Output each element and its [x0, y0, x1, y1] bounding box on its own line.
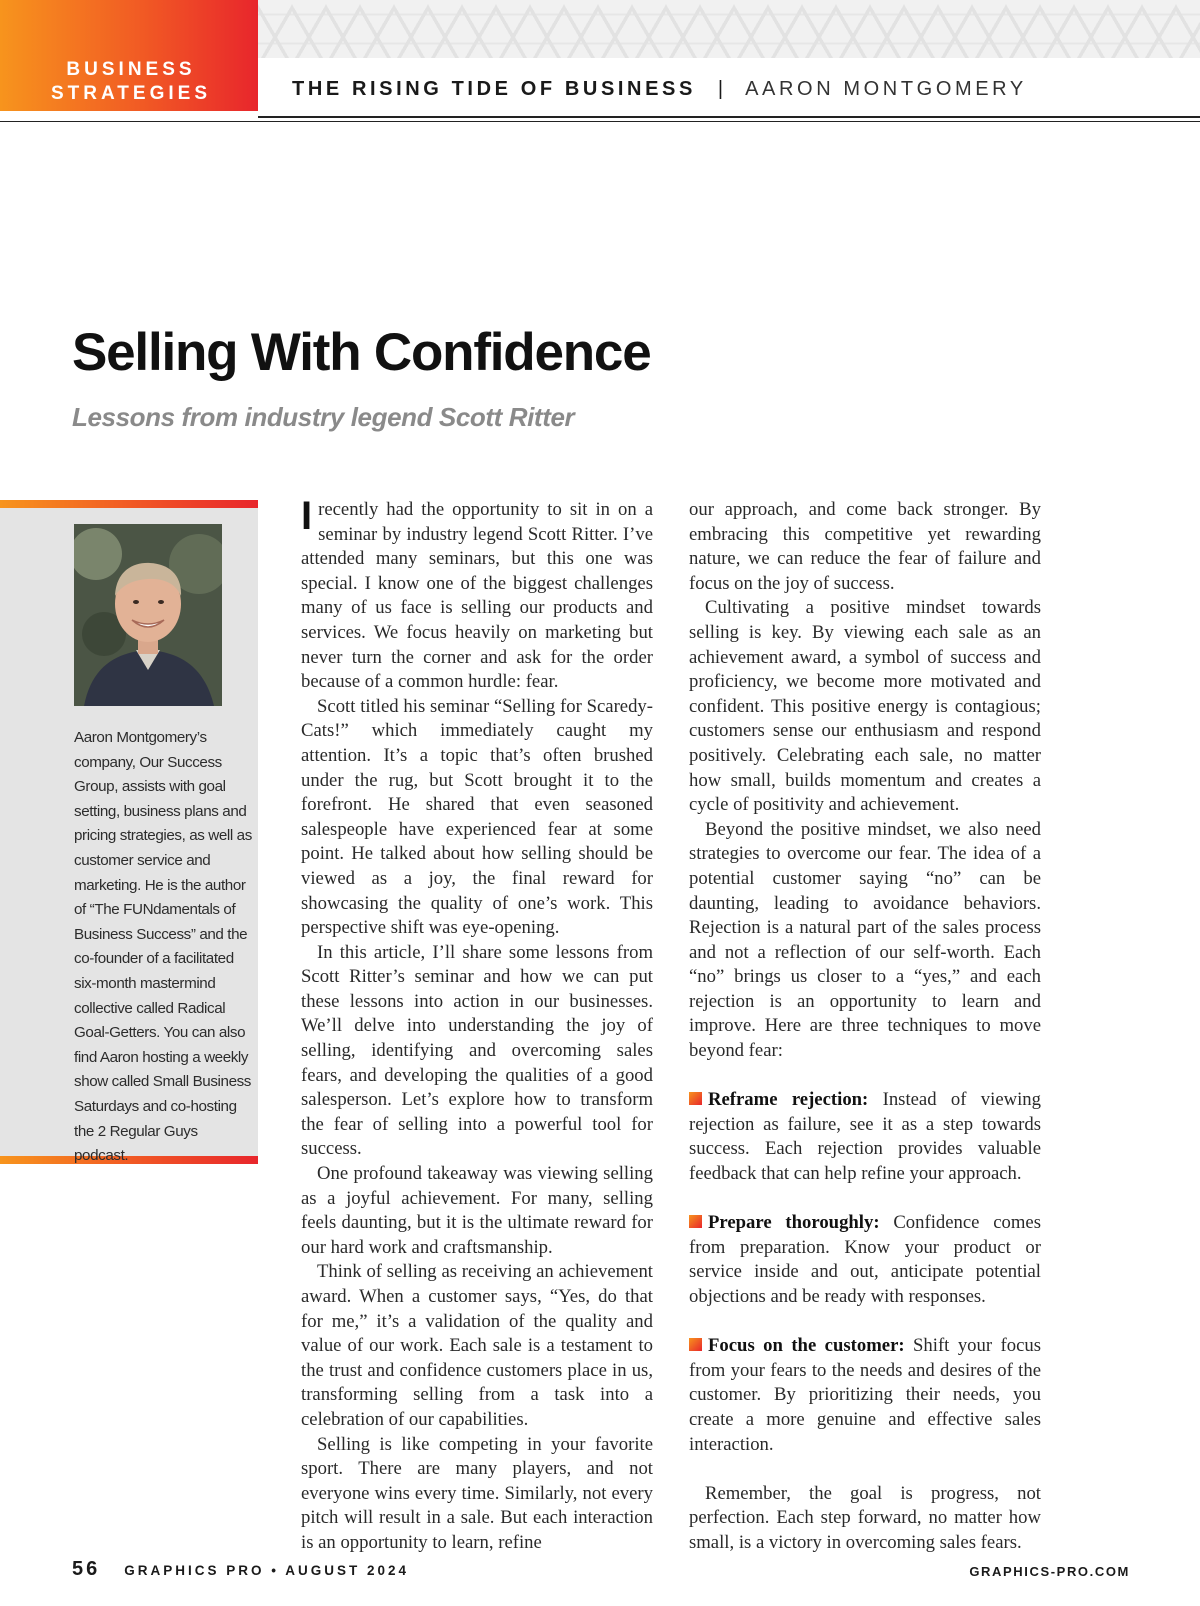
section-badge [0, 0, 258, 111]
article-subtitle: Lessons from industry legend Scott Ritter [72, 402, 575, 432]
header-separator: | [717, 78, 724, 100]
square-bullet-icon [689, 1092, 702, 1105]
spacer [689, 1064, 1041, 1089]
tip-item [689, 1334, 1041, 1457]
body-column-2 [689, 498, 1041, 1556]
tip-item [689, 1211, 1041, 1309]
publication-line: GRAPHICS PRO • AUGUST 2024 [124, 1563, 410, 1578]
header-rule [258, 116, 1200, 118]
body-paragraph: One profound takeaway was viewing selling as a joyful achievement. For many, selling feels daunting, but it is the ultimate reward for our hard work and craftsmanship. [301, 1163, 653, 1258]
tip-text: Confidence comes from preparation. Know your product or service inside and out, anticipate potential objections and be ready with responses. [689, 1212, 1041, 1307]
column-author: AARON MONTGOMERY [745, 78, 1027, 100]
column-header [292, 78, 1027, 101]
body-column-1 [301, 494, 653, 1556]
tip-item [689, 1088, 1041, 1186]
paragraph-text: recently had the opportunity to sit in on a seminar by industry legend Scott Ritter. I’ve attended many seminars, but this one was special. I know one of the biggest challenges many of us face is selling our products and services. We focus heavily on marketing but never turn the corner and ask for the order because of a common hurdle: fear. [301, 499, 653, 693]
column-title: THE RISING TIDE OF BUSINESS [292, 78, 696, 100]
author-portrait-illustration [74, 524, 222, 706]
footer-left [72, 1558, 409, 1581]
body-paragraph: Cultivating a positive mindset towards selling is key. By viewing each sale as an achievement award, a symbol of success and proficiency, we become more motivated and confident. This positive energy is contagious; customers sense our enthusiasm and respond positively. Celebrating each sale, no matter how small, builds momentum and creates a cycle of positivity and achievement. [689, 597, 1041, 816]
body-paragraph: Think of selling as receiving an achievement award. When a customer says, “Yes, do that for me,” it’s a validation of the quality and value of our work. Each sale is a testament to the trust and confidence customers place in us, transforming selling from a task into a celebration of our capabilities. [301, 1261, 653, 1430]
section-label-line2: STRATEGIES [51, 83, 211, 104]
author-bio: Aaron Montgomery’s company, Our Success Group, assists with goal setting, business plans and pricing strategies, as well as customer service and marketing. He is the author of “The FUNdamentals of Business Success” and the co-founder of a facilitated six-month mastermind collective called Radical Goal-Getters. You can also find Aaron hosting a weekly show called Small Business Saturdays and co-hosting the 2 Regular Guys podcast. [74, 729, 252, 1165]
drop-cap: I [301, 494, 313, 538]
page-number: 56 [72, 1558, 101, 1580]
tip-label: Focus on the customer: [708, 1335, 905, 1357]
spacer [689, 1457, 1041, 1482]
body-paragraph: In this article, I’ll share some lessons from Scott Ritter’s seminar and how we can put these lessons into action in our businesses. We’ll delve into understanding the joy of selling, identifying and overcoming sales fears, and developing the qualities of a good salesperson. Let’s explore how to transform the fear of selling into a powerful tool for success. [301, 941, 653, 1160]
body-paragraph: Scott titled his seminar “Selling for Scaredy-Cats!” which immediately caught my attention. It’s a topic that’s often brushed under the rug, but Scott brought it to the forefront. He shared that even seasoned salespeople have experienced fear at some point. He talked about how selling should be viewed as a joy, the final reward for showcasing the quality of one’s work. This perspective shift was eye-opening. [301, 695, 653, 939]
section-label-line1: BUSINESS [66, 59, 196, 80]
tip-text: Instead of viewing rejection as failure, see it as a step towards success. Each rejection provides valuable feedback that can help refine your approach. [689, 1089, 1041, 1185]
body-paragraph [301, 494, 653, 695]
spacer [689, 1310, 1041, 1335]
body-paragraph: Selling is like competing in your favorite sport. There are many players, and not everyone wins every time. Similarly, not every pitch will result in a sale. But each interaction is an opportunity to learn, refine [301, 1433, 653, 1553]
square-bullet-icon [689, 1338, 702, 1351]
author-photo [74, 524, 222, 706]
spacer [689, 1187, 1041, 1212]
footer-website: GRAPHICS-PRO.COM [969, 1564, 1130, 1579]
tip-label: Prepare thoroughly: [708, 1212, 880, 1234]
square-bullet-icon [689, 1215, 702, 1228]
article-title: Selling With Confidence [72, 323, 651, 382]
header-pattern [258, 0, 1200, 58]
tip-label: Reframe rejection: [708, 1089, 869, 1111]
header-rule-thin [0, 121, 1200, 122]
body-paragraph: Remember, the goal is progress, not perfection. Each step forward, no matter how small, is a victory in overcoming sales fears. [689, 1482, 1041, 1553]
body-paragraph: our approach, and come back stronger. By embracing this competitive yet rewarding nature, we can reduce the fear of failure and focus on the joy of success. [689, 499, 1041, 594]
sidebar-top-bar [0, 500, 258, 508]
body-paragraph: Beyond the positive mindset, we also need strategies to overcome our fear. The idea of a potential customer saying “no” can be daunting, leading to avoidance behaviors. Rejection is a natural part of the sales process and not a reflection of our self-worth. Each “no” brings us closer to a “yes,” and each rejection is an opportunity to learn and improve. Here are three techniques to move beyond fear: [689, 818, 1041, 1062]
tip-text: Shift your focus from your fears to the needs and desires of the customer. By prioritizing their needs, you create a more genuine and effective sales interaction. [689, 1335, 1041, 1455]
